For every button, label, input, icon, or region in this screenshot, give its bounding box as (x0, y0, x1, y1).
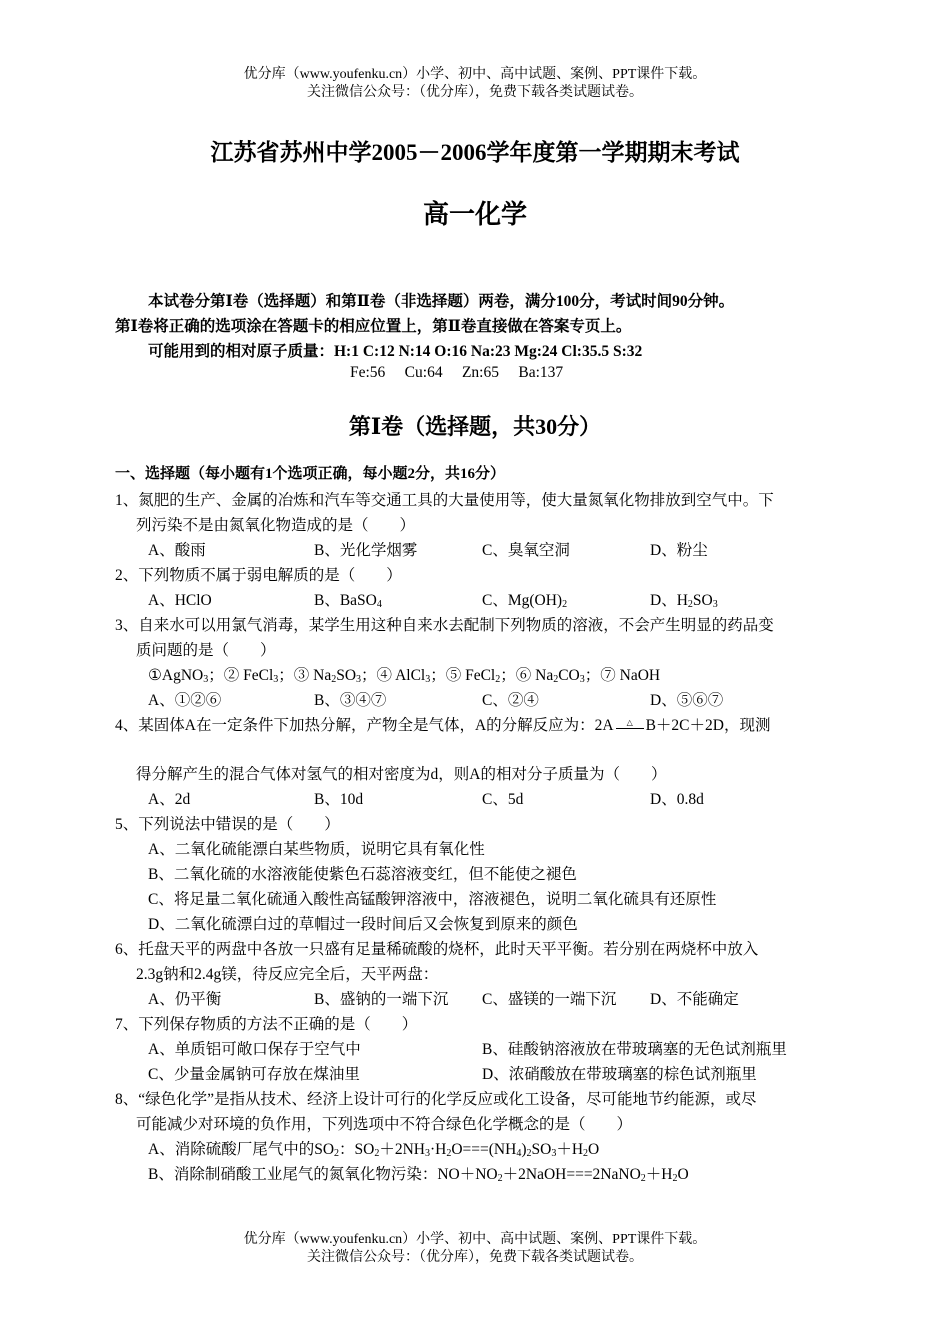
q1-options (0, 538, 950, 558)
q6-stem-line-2: 2.3g钠和2.4g镁，待反应完全后，天平两盘： (136, 966, 439, 983)
q5-stem: 5、下列说法中错误的是（ ） (115, 816, 340, 833)
q7-option-b: B、硅酸钠溶液放在带玻璃塞的无色试剂瓶里 (482, 1041, 787, 1058)
section1-title: 一、选择题（每小题有1个选项正确，每小题2分，共16分） (115, 466, 506, 482)
q3-option-a: A、①②⑥ (148, 692, 222, 709)
q4-stem-line-2: 得分解产生的混合气体对氢气的相对密度为d，则A的相对分子质量为（ ） (136, 766, 667, 783)
q1-option-d: D、粉尘 (650, 542, 708, 559)
q3-stem-line-1: 3、自来水可以用氯气消毒，某学生用这种自来水去配制下列物质的溶液，不会产生明显的药品变 (115, 617, 774, 634)
q3-stem-line-2: 质问题的是（ ） (136, 642, 276, 659)
q1-option-b: B、光化学烟雾 (314, 542, 418, 559)
q4-option-a: A、2d (148, 791, 191, 808)
heat-arrow-icon: △ (614, 719, 646, 733)
q8-stem-line-2: 可能减少对环境的负作用，下列选项中不符合绿色化学概念的是（ ） (136, 1116, 633, 1133)
atomic-masses-line-1: 可能用到的相对原子质量：H:1 C:12 N:14 O:16 Na:23 Mg:24 Cl:35.5 S:32 (148, 343, 643, 360)
exam-title: 江苏省苏州中学2005－2006学年度第一学期期末考试 (210, 140, 740, 165)
q4-option-c: C、5d (482, 791, 524, 808)
q6-option-d: D、不能确定 (650, 991, 739, 1008)
q3-options (0, 688, 950, 708)
q2-option-b: B、BaSO$_4$ (314, 592, 382, 610)
q8-option-b: B、消除制硝酸工业尾气的氮氧化物污染：$NO+NO_2+2NaOH===2NaNO_2+H_2O$ (148, 1166, 689, 1184)
q7-option-a: A、单质铝可敞口保存于空气中 (148, 1041, 361, 1058)
subject-title: 高一化学 (422, 200, 527, 229)
q4-options (0, 787, 950, 807)
footer-line-2: 关注微信公众号：（优分库），免费下载各类试题试卷。 (307, 1250, 643, 1265)
q6-options (0, 987, 950, 1007)
q3-substances: ①AgNO$_3$；② FeCl$_3$；③ $Na_2SO_3$；④ AlCl$_3$；⑤ FeCl$_2$；⑥ $Na_2CO_3$；⑦ NaOH (148, 667, 661, 685)
q2-option-c: C、$Mg(OH)_2$ (482, 592, 568, 610)
q5-option-b: B、二氧化硫的水溶液能使紫色石蕊溶液变红，但不能使之褪色 (148, 866, 577, 883)
q1-option-a: A、酸雨 (148, 542, 206, 559)
q4-stem-line-1: 4、某固体A在一定条件下加热分解，产物全是气体，A的分解反应为：2A △ B＋2C＋2D，现测 (115, 717, 771, 734)
q7-options-row-2 (0, 1062, 950, 1082)
q2-option-d: D、$H_2SO_3$ (650, 592, 718, 610)
q6-option-c: C、盛镁的一端下沉 (482, 991, 617, 1008)
q7-option-c: C、少量金属钠可存放在煤油里 (148, 1066, 360, 1083)
q6-option-b: B、盛钠的一端下沉 (314, 991, 449, 1008)
q7-stem: 7、下列保存物质的方法不正确的是（ ） (115, 1016, 418, 1033)
footer-line-1: 优分库（www.youfenku.cn）小学、初中、高中试题、案例、PPT课件下载。 (243, 1232, 707, 1247)
q6-option-a: A、仍平衡 (148, 991, 222, 1008)
q2-options (0, 588, 950, 608)
q7-options-row-1 (0, 1037, 950, 1057)
q5-option-c: C、将足量二氧化硫通入酸性高锰酸钾溶液中，溶液褪色，说明二氧化硫具有还原性 (148, 891, 717, 908)
q3-option-b: B、③④⑦ (314, 692, 387, 709)
q8-option-a: A、消除硫酸厂尾气中的$SO_2$：$SO_2+2NH_3\cdot H_2O===(NH_4)_2SO_3+H_2O$ (148, 1141, 600, 1159)
part1-title: 第Ⅰ卷（选择题，共30分） (348, 414, 602, 439)
q3-option-c: C、②④ (482, 692, 539, 709)
q4-option-b: B、10d (314, 791, 364, 808)
q1-stem-line-2: 列污染不是由氮氧化物造成的是（ ） (136, 517, 416, 534)
atomic-masses-line-2: Fe:56 Cu:64 Zn:65 Ba:137 (350, 364, 564, 381)
q2-option-a: A、HClO (148, 592, 212, 609)
q7-option-d: D、浓硝酸放在带玻璃塞的棕色试剂瓶里 (482, 1066, 757, 1083)
q2-stem: 2、下列物质不属于弱电解质的是（ ） (115, 567, 402, 584)
intro-line-2: 第Ⅰ卷将正确的选项涂在答题卡的相应位置上，第Ⅱ卷直接做在答案专页上。 (115, 318, 632, 335)
q8-stem-line-1: 8、“绿色化学”是指从技术、经济上设计可行的化学反应或化工设备，尽可能地节约能源，或尽 (115, 1091, 757, 1108)
q6-stem-line-1: 6、托盘天平的两盘中各放一只盛有足量稀硫酸的烧杯，此时天平平衡。若分别在两烧杯中放入 (115, 941, 759, 958)
header-line-1: 优分库（www.youfenku.cn）小学、初中、高中试题、案例、PPT课件下载。 (243, 67, 707, 82)
intro-line-1: 本试卷分第Ⅰ卷（选择题）和第Ⅱ卷（非选择题）两卷，满分100分，考试时间90分钟。 (148, 293, 735, 310)
q3-option-d: D、⑤⑥⑦ (650, 692, 724, 709)
q4-option-d: D、0.8d (650, 791, 704, 808)
q5-option-d: D、二氧化硫漂白过的草帽过一段时间后又会恢复到原来的颜色 (148, 916, 578, 933)
q1-option-c: C、臭氧空洞 (482, 542, 570, 559)
q5-option-a: A、二氧化硫能漂白某些物质，说明它具有氧化性 (148, 841, 485, 858)
header-line-2: 关注微信公众号：（优分库），免费下载各类试题试卷。 (307, 85, 643, 100)
q1-stem-line-1: 1、氮肥的生产、金属的冶炼和汽车等交通工具的大量使用等，使大量氮氧化物排放到空气中。下 (115, 492, 774, 509)
